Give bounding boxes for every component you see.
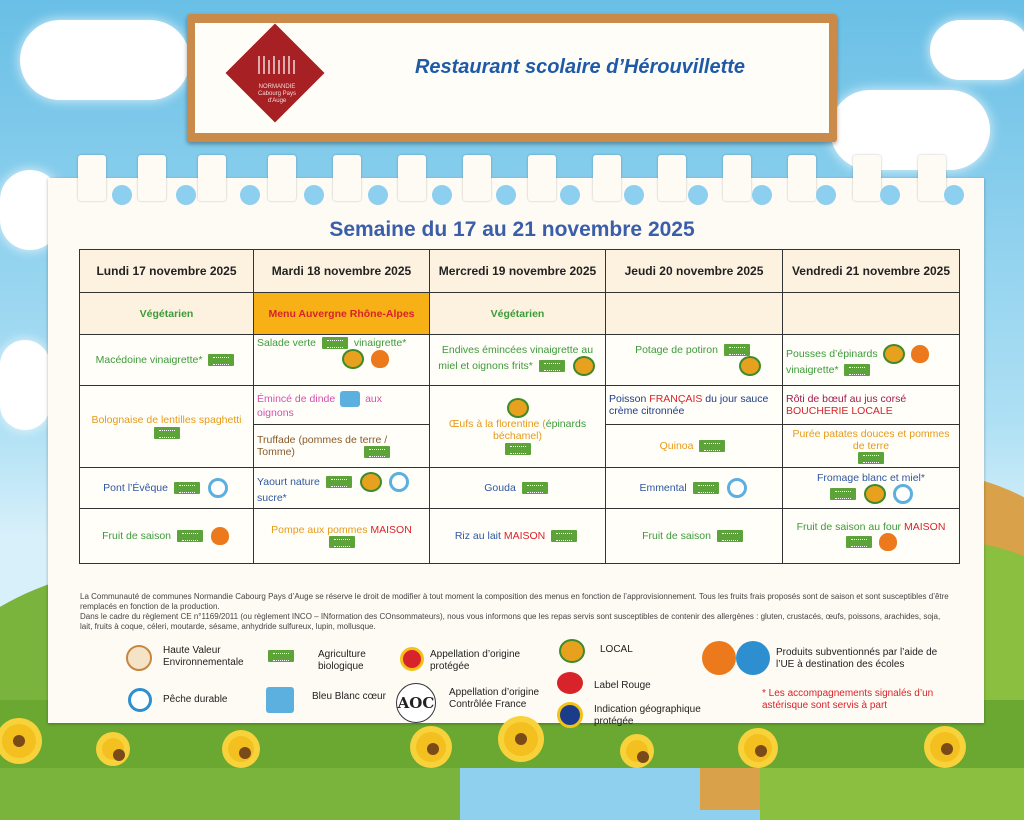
bio-icon	[154, 427, 180, 439]
label-rouge-icon	[557, 672, 583, 694]
dish: Pousses d’épinards	[786, 347, 878, 360]
bio-icon	[522, 482, 548, 494]
fruit-icon	[879, 533, 897, 551]
local-icon	[573, 356, 595, 376]
dish-highlight: BOUCHERIE LOCALE	[786, 405, 893, 417]
fruit-icon	[371, 350, 389, 368]
dish-highlight: FRANÇAIS	[649, 393, 703, 405]
legend-asterisk: * Les accompagnements signalés d’un astérisque sont servis à part	[762, 688, 934, 711]
menu-cell	[430, 509, 606, 564]
day-header: Mardi 18 novembre 2025	[254, 250, 430, 293]
menu-cell	[606, 335, 783, 386]
dish: Pompe aux pommes	[271, 523, 368, 536]
note-line: Dans le cadre du règlement CE n°1169/2011 (ou règlement INCO – INformation des COnsommateurs), nous vous informons que les repas servis sont susceptibles de contenir des allergènes : gluten, crustacés, œufs, poissons, arachides, soja, lait, fruits à coque, céleri, moutarde, sésame, anhydride sulfureux, lupin, mollusque.	[80, 612, 941, 631]
dish: Yaourt nature	[257, 475, 320, 488]
dish: du jour sauce	[705, 393, 769, 405]
dish: Fruit de saison au four	[796, 521, 902, 533]
legend-igp: Indication géographique protégée	[594, 704, 701, 727]
menu-cell	[254, 509, 430, 564]
flower	[2, 724, 36, 758]
local-icon	[360, 472, 382, 492]
menu-cell	[430, 335, 606, 386]
dish: Quinoa	[659, 439, 694, 452]
flower	[626, 740, 648, 762]
bio-icon	[208, 354, 234, 366]
legend-aoc: Appellation d’origine Contrôlée France	[449, 687, 540, 710]
legend-bio: Agriculture biologique	[318, 649, 366, 672]
logo-mark-icon	[255, 54, 301, 76]
main-row	[80, 386, 960, 425]
theme-vegetarian: Végétarien	[430, 293, 606, 335]
dish: Emmental	[639, 481, 687, 494]
dish-highlight: MAISON	[503, 529, 546, 542]
bio-icon	[844, 364, 870, 376]
ue-icon	[893, 484, 913, 504]
dish: crème citronnée	[609, 405, 685, 417]
menu-cell	[254, 386, 430, 425]
note-line: La Communauté de communes Normandie Cabourg Pays d’Auge se réserve le droit de modifier à tout moment la composition des menus en fonction de l’approvisionnement. Tous les fruits frais proposés sont de saison et sont susceptibles d’être remplacés en fonction de la production.	[80, 592, 949, 611]
ue-icon	[208, 478, 228, 498]
bio-icon	[322, 337, 348, 349]
menu-cell	[606, 509, 783, 564]
bio-icon	[177, 530, 203, 542]
menu-cell	[80, 386, 254, 468]
menu-cell	[430, 386, 606, 468]
theme-auvergne: Menu Auvergne Rhône-Alpes	[254, 293, 430, 335]
bio-icon	[830, 488, 856, 500]
bio-icon	[505, 443, 531, 455]
ue-icon	[736, 641, 770, 675]
dish: Riz au lait	[454, 529, 501, 542]
dish: Œufs à la florentine (	[448, 418, 546, 431]
legend-ue: Produits subventionnés par l’aide de l’UE à destination des écoles	[776, 647, 938, 670]
dish: Purée patates douces et pommes de terre	[792, 427, 950, 452]
dish-highlight: MAISON	[903, 521, 946, 533]
theme-empty	[606, 293, 783, 335]
dish: Émincé de dinde	[257, 392, 336, 405]
menu-cell	[254, 425, 430, 468]
local-icon	[342, 349, 364, 369]
menu-cell	[80, 509, 254, 564]
menu-cell	[80, 335, 254, 386]
dish-highlight: épinards	[545, 418, 587, 431]
dessert-row	[80, 509, 960, 564]
menu-cell	[606, 425, 783, 468]
day-header: Lundi 17 novembre 2025	[80, 250, 254, 293]
bleu-blanc-coeur-icon	[266, 687, 294, 713]
dish: Bolognaise de lentilles spaghetti	[91, 414, 242, 427]
disclaimer-notes	[80, 592, 950, 632]
flower	[930, 732, 960, 762]
flower	[102, 738, 124, 760]
menu-table	[79, 249, 960, 564]
bio-icon	[693, 482, 719, 494]
menu-cell	[606, 468, 783, 509]
week-title: Semaine du 17 au 21 novembre 2025	[329, 218, 695, 241]
notebook-rings	[48, 155, 984, 205]
hve-icon	[126, 645, 152, 671]
dairy-row	[80, 468, 960, 509]
legend-bbc: Bleu Blanc cœur	[312, 691, 386, 702]
menu-cell	[254, 468, 430, 509]
local-icon	[864, 484, 886, 504]
menu-cell	[783, 386, 960, 425]
dish: aux	[365, 392, 382, 405]
local-icon	[559, 639, 585, 663]
ue-icon	[727, 478, 747, 498]
cloud	[930, 20, 1024, 80]
local-icon	[739, 356, 761, 376]
menu-cell	[430, 468, 606, 509]
dish: Truffade (pommes de terre /	[257, 433, 388, 446]
bio-icon	[268, 650, 294, 662]
bio-icon	[858, 452, 884, 464]
theme-row	[80, 293, 960, 335]
dish: oignons	[257, 407, 294, 419]
dish: Macédoine vinaigrette*	[95, 353, 203, 366]
dish: Salade verte	[257, 337, 316, 349]
legend-hve: Haute Valeur Environnementale	[163, 645, 244, 668]
bio-icon	[724, 344, 750, 356]
aoc-icon: AOC	[396, 683, 436, 723]
theme-vegetarian: Végétarien	[80, 293, 254, 335]
dish: Tomme)	[257, 445, 295, 458]
bio-icon	[364, 446, 390, 458]
days-header-row	[80, 250, 960, 293]
bio-icon	[329, 536, 355, 548]
dish: vinaigrette*	[353, 337, 407, 349]
dish: Gouda	[484, 481, 516, 494]
day-header: Mercredi 19 novembre 2025	[430, 250, 606, 293]
menu-cell	[80, 468, 254, 509]
day-header: Vendredi 21 novembre 2025	[783, 250, 960, 293]
local-icon	[883, 344, 905, 364]
menu-cell	[783, 425, 960, 468]
menu-cell	[254, 335, 430, 386]
bio-icon	[551, 530, 577, 542]
fruit-icon	[211, 527, 229, 545]
dish: vinaigrette*	[786, 363, 839, 376]
local-icon	[507, 398, 529, 418]
dish: Fruit de saison	[102, 529, 172, 542]
menu-cell	[783, 509, 960, 564]
dish: Potage de potiron	[635, 343, 718, 356]
dish-highlight: MAISON	[370, 523, 412, 536]
dish: Fruit de saison	[642, 529, 711, 542]
bio-icon	[174, 482, 200, 494]
aop-icon	[400, 647, 424, 671]
page-title: Restaurant scolaire d’Hérouvillette	[414, 56, 746, 78]
day-header: Jeudi 20 novembre 2025	[606, 250, 783, 293]
cloud	[20, 20, 190, 100]
dish: Fromage blanc et miel*	[817, 472, 925, 484]
fruit-icon	[911, 345, 929, 363]
bio-icon	[699, 440, 725, 452]
dish: Endives émincées vinaigrette au miel et oignons frits*	[438, 344, 594, 372]
bio-icon	[539, 360, 565, 372]
peche-durable-icon	[128, 688, 152, 712]
dish: Rôti de bœuf au jus corsé	[786, 393, 907, 405]
cloud	[0, 340, 50, 430]
legend-local: LOCAL	[600, 644, 633, 655]
ue-icon	[389, 472, 409, 492]
menu-cell	[783, 335, 960, 386]
theme-empty	[783, 293, 960, 335]
bio-icon	[326, 476, 352, 488]
logo-text: NORMANDIE Cabourg Pays d'Auge	[257, 84, 297, 104]
flower	[228, 736, 254, 762]
dish: Poisson	[609, 393, 647, 405]
dish: Pont l’Évêque	[103, 481, 168, 494]
starter-row	[80, 335, 960, 386]
flower	[416, 732, 446, 762]
menu-cell	[606, 386, 783, 425]
menu-cell	[783, 468, 960, 509]
igp-icon	[557, 702, 583, 728]
bio-icon	[717, 530, 743, 542]
flower	[744, 734, 772, 762]
dish: béchamel)	[492, 430, 543, 443]
flower	[504, 722, 538, 756]
dish: sucre*	[257, 492, 287, 504]
bio-icon	[846, 536, 872, 548]
legend-peche: Pêche durable	[163, 694, 228, 705]
fruit-icon	[702, 641, 736, 675]
bleu-blanc-coeur-icon	[340, 391, 360, 407]
legend-aop: Appellation d’origine protégée	[430, 649, 521, 672]
legend-labelrouge: Label Rouge	[594, 680, 651, 691]
